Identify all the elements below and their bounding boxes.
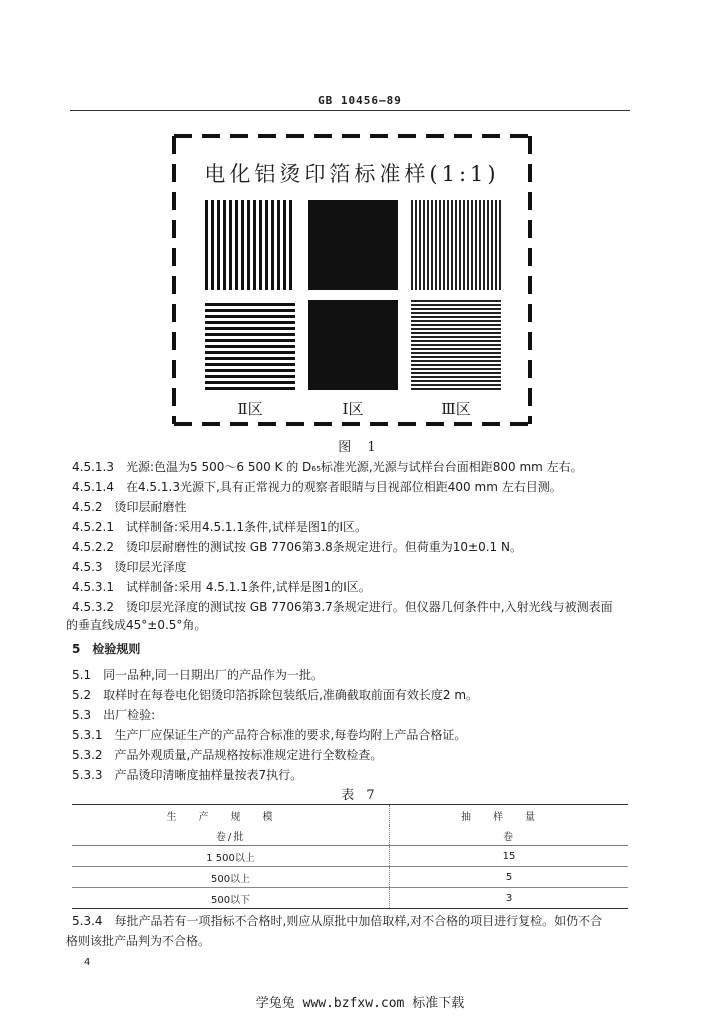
header-rule bbox=[70, 110, 630, 111]
zone-ii-horizontal-lines bbox=[205, 300, 295, 390]
figure-caption: 图 1 bbox=[338, 440, 382, 455]
figure-title: 电化铝烫印箔标准样(1:1) bbox=[204, 162, 500, 186]
zone-label-ii: Ⅱ区 bbox=[237, 400, 263, 418]
para-4-5-1-4: 4.5.1.4 在4.5.1.3光源下,具有正常视力的观察者眼睛与目视部位相距400 mm 左右目测。 bbox=[72, 480, 562, 494]
table-row bbox=[72, 846, 628, 867]
para-4-5-3-2-cont: 的垂直线成45°±0.5°角。 bbox=[66, 618, 207, 632]
cell-sample: 5 bbox=[390, 867, 628, 888]
cell-scale: 500以上 bbox=[72, 867, 390, 888]
table-title: 表 7 bbox=[341, 788, 379, 803]
zone-label-i: Ⅰ区 bbox=[342, 400, 364, 418]
para-5-3-3: 5.3.3 产品烫印清晰度抽样量按表7执行。 bbox=[72, 768, 303, 782]
table-header-row bbox=[72, 805, 628, 826]
sampling-table bbox=[72, 804, 628, 909]
zone-iii-horizontal-fine-lines bbox=[411, 300, 501, 390]
cell-sample: 3 bbox=[390, 888, 628, 909]
para-5-3: 5.3 出厂检验: bbox=[72, 708, 156, 722]
para-5-2: 5.2 取样时在每卷电化铝烫印箔拆除包装纸后,准确截取前面有效长度2 m。 bbox=[72, 688, 479, 702]
zone-i-solid-bottom bbox=[308, 300, 398, 390]
para-4-5-3: 4.5.3 烫印层光泽度 bbox=[72, 560, 187, 574]
zone-ii-vertical-lines bbox=[205, 200, 295, 290]
page-number: 4 bbox=[84, 957, 91, 968]
para-4-5-2: 4.5.2 烫印层耐磨性 bbox=[72, 500, 187, 514]
cell-scale: 500以下 bbox=[72, 888, 390, 909]
table-unit-row bbox=[72, 825, 628, 846]
zone-label-iii: Ⅲ区 bbox=[441, 400, 471, 418]
para-4-5-3-2: 4.5.3.2 烫印层光泽度的测试按 GB 7706第3.7条规定进行。但仪器几何条件中,入射光线与被测表面 bbox=[72, 600, 613, 614]
zone-iii-vertical-fine-lines bbox=[411, 200, 501, 290]
para-4-5-1-3: 4.5.1.3 光源:色温为5 500～6 500 K 的 D₆₅标准光源,光源与试样台台面相距800 mm 左右。 bbox=[72, 460, 583, 474]
table-row bbox=[72, 888, 628, 909]
para-4-5-2-1: 4.5.2.1 试样制备:采用4.5.1.1条件,试样是图1的Ⅰ区。 bbox=[72, 520, 367, 534]
para-5-3-1: 5.3.1 生产厂应保证生产的产品符合标准的要求,每卷均附上产品合格证。 bbox=[72, 728, 467, 742]
section-5-heading: 5 检验规则 bbox=[72, 642, 141, 656]
col-sample-header: 抽样量 bbox=[390, 805, 628, 826]
zone-i-solid-top bbox=[308, 200, 398, 290]
col-sample-unit: 卷 bbox=[390, 825, 628, 846]
para-5-3-4: 5.3.4 每批产品若有一项指标不合格时,则应从原批中加倍取样,对不合格的项目进行复检。如仍不合 bbox=[72, 914, 603, 928]
col-scale-unit: 卷/批 bbox=[72, 825, 390, 846]
table-row bbox=[72, 867, 628, 888]
footer-watermark: 学兔兔 www.bzfxw.com 标准下载 bbox=[255, 996, 465, 1011]
col-scale-header: 生产规模 bbox=[72, 805, 390, 826]
para-4-5-2-2: 4.5.2.2 烫印层耐磨性的测试按 GB 7706第3.8条规定进行。但荷重为10±0.1 N。 bbox=[72, 540, 522, 554]
cell-sample: 15 bbox=[390, 846, 628, 867]
para-5-3-2: 5.3.2 产品外观质量,产品规格按标准规定进行全数检查。 bbox=[72, 748, 383, 762]
para-5-1: 5.1 同一品种,同一日期出厂的产品作为一批。 bbox=[72, 668, 323, 682]
para-5-3-4-cont: 格则该批产品判为不合格。 bbox=[66, 934, 211, 948]
para-4-5-3-1: 4.5.3.1 试样制备:采用 4.5.1.1条件,试样是图1的Ⅰ区。 bbox=[72, 580, 371, 594]
page-header: GB 10456—89 bbox=[318, 94, 402, 107]
cell-scale: 1 500以上 bbox=[72, 846, 390, 867]
